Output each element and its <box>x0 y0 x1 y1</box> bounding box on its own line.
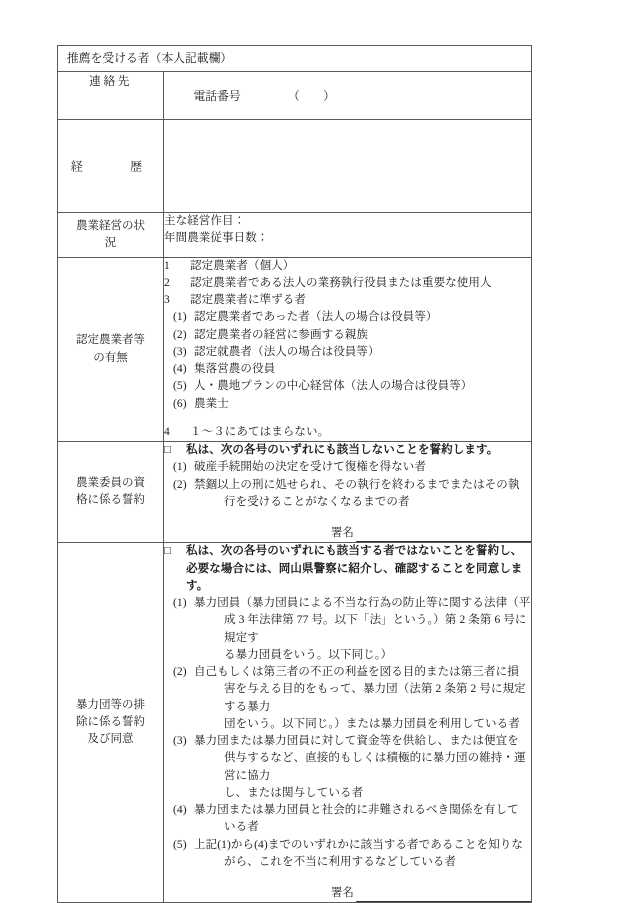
option-number: (3) <box>173 345 187 358</box>
option-number: (4) <box>173 363 187 376</box>
option-subitem[interactable] <box>164 309 531 326</box>
option-number: 3 <box>164 294 170 307</box>
pledge-item <box>164 595 531 664</box>
pledge-item <box>164 664 531 733</box>
pledge-item-number: (5) <box>173 838 187 851</box>
option-number: 4 <box>164 425 170 438</box>
pledge-item-text: 破産手続開始の決定を受けて復権を得ない者 <box>194 461 426 474</box>
pledge-item-text-cont: 供与するなど、直接的もしくは積極的に暴力団の維持・運営に協力 <box>224 752 526 782</box>
option-label: 認定就農者（法人の場合は役員等） <box>194 345 380 358</box>
pledge-item-text: 自己もしくは第三者の不正の利益を図る目的または第三者に損 <box>194 666 519 679</box>
pledge-item-number: (1) <box>173 461 187 474</box>
table-row-header <box>58 46 532 72</box>
career-label: 経 歴 <box>70 159 151 174</box>
gang-exclusion-label-line3: 及び同意 <box>87 733 134 746</box>
contact-label-cell <box>58 71 164 119</box>
gang-exclusion-heading-line2: 必要な場合には、岡山県警察に紹介し、確認することを同意します。 <box>186 562 523 592</box>
option-label: 認定農業者であった者（法人の場合は役員等） <box>194 311 438 324</box>
main-crop-field[interactable]: 主な経営作目： <box>164 214 246 227</box>
option-number: 2 <box>164 276 170 289</box>
committee-pledge-heading-text: 私は、次の各号のいずれにも該当しないことを誓約します。 <box>186 444 499 457</box>
signature-input-line[interactable] <box>356 889 531 902</box>
gang-exclusion-body-cell <box>164 543 532 903</box>
pledge-item-number: (1) <box>173 597 187 610</box>
gang-exclusion-heading <box>164 543 531 595</box>
pledge-item-text-cont: し、または関与している者 <box>224 786 364 799</box>
pledge-item-number: (2) <box>173 478 187 491</box>
certified-farmer-label <box>58 332 163 367</box>
pledge-item <box>164 459 531 476</box>
phone-number-field[interactable]: 電話番号 （ ） <box>193 88 336 103</box>
pledge-item-text: 暴力団または暴力団員と社会的に非難されるべき関係を有して <box>194 804 519 817</box>
form-header-cell <box>58 46 532 72</box>
pledge-item-text: 禁錮以上の刑に処せられ、その執行を終わるまでまたはその執 <box>194 478 520 491</box>
annual-workdays-field[interactable]: 年間農業従事日数： <box>164 231 269 244</box>
option-item[interactable] <box>164 424 531 441</box>
farm-status-label-line2: 況 <box>104 236 117 249</box>
certified-farmer-options-cell <box>164 257 532 442</box>
gang-exclusion-heading-line1: 私は、次の各号のいずれにも該当する者ではないことを誓約し、 <box>186 545 523 558</box>
contact-label: 連絡先 <box>89 73 132 88</box>
option-number: (2) <box>173 328 187 341</box>
pledge-item <box>164 837 531 872</box>
option-number: (6) <box>173 397 187 410</box>
pledge-item-text-cont: いる者 <box>224 821 259 834</box>
certified-farmer-label-cell <box>58 257 164 442</box>
certified-farmer-label-line1: 認定農業者等 <box>76 334 145 347</box>
pledge-item <box>164 477 531 512</box>
pledge-item-text: 暴力団員（暴力団員による不当な行為の防止等に関する法律（平 <box>194 597 531 610</box>
option-item[interactable] <box>164 258 531 275</box>
committee-pledge-label <box>58 475 163 510</box>
checkbox-icon[interactable]: □ <box>164 444 172 457</box>
option-subitem[interactable] <box>164 378 531 395</box>
option-number: (5) <box>173 380 187 393</box>
gang-exclusion-label <box>58 697 163 749</box>
option-label: 農業士 <box>194 397 229 410</box>
gang-exclusion-label-line2: 除に係る誓約 <box>76 716 145 729</box>
option-subitem[interactable] <box>164 396 531 413</box>
pledge-item-text-cont: 行を受けることがなくなるまでの者 <box>224 495 410 508</box>
pledge-item-text-cont: がら、これを不当に利用するなどしている者 <box>224 855 456 868</box>
option-label: １～３にあてはまらない。 <box>190 425 330 438</box>
pledge-item-text-cont: 団をいう。以下同じ。）または暴力団員を利用している者 <box>224 717 520 730</box>
option-subitem[interactable] <box>164 361 531 378</box>
committee-pledge-label-line2: 格に係る誓約 <box>76 494 145 507</box>
certified-farmer-label-line2: の有無 <box>93 351 128 364</box>
table-row-career <box>58 119 532 212</box>
gang-exclusion-label-cell <box>58 543 164 903</box>
committee-pledge-heading <box>164 442 531 459</box>
table-row-certified-farmer <box>58 257 532 442</box>
option-label: 集落営農の役員 <box>194 363 276 376</box>
checkbox-icon[interactable]: □ <box>164 545 172 558</box>
pledge-item-text: 上記(1)から(4)までのいずれかに該当する者であることを知りな <box>194 838 524 851</box>
table-row-gang-exclusion <box>58 543 532 903</box>
option-label: 認定農業者の経営に参画する親族 <box>194 328 368 341</box>
committee-pledge-body-cell <box>164 442 532 543</box>
pledge-item <box>164 733 531 802</box>
committee-pledge-label-line1: 農業委員の資 <box>76 476 145 489</box>
pledge-item-text-cont: 害を与える目的をもって、暴力団（法第 2 条第 2 号に規定する暴力 <box>224 683 526 713</box>
farm-status-label-cell <box>58 212 164 257</box>
list-spacer <box>164 413 531 424</box>
career-value-cell[interactable] <box>164 119 532 212</box>
option-subitem[interactable] <box>164 327 531 344</box>
page-title: 推薦を受ける者（本人記載欄） <box>67 51 233 65</box>
option-label: 認定農業者に準ずる者 <box>190 294 306 307</box>
option-label: 人・農地プランの中心経営体（法人の場合は役員等） <box>194 380 473 393</box>
farm-status-label <box>58 217 163 252</box>
option-subitem[interactable] <box>164 344 531 361</box>
option-item[interactable] <box>164 292 531 309</box>
farm-status-value-cell[interactable] <box>164 212 532 257</box>
pledge-item-text-cont: 成 3 年法律第 77 号。以下「法」という。）第 2 条第 6 号に規定す <box>224 614 527 644</box>
option-number: 1 <box>164 259 170 272</box>
table-row-farm-status <box>58 212 532 257</box>
signature-label: 署名 <box>330 887 355 900</box>
pledge-item-number: (3) <box>173 735 187 748</box>
table-row-contact <box>58 71 532 119</box>
career-label-cell <box>58 119 164 212</box>
option-label: 認定農業者である法人の業務執行役員または重要な使用人 <box>190 276 492 289</box>
signature-input-line[interactable] <box>356 529 531 542</box>
option-label: 認定農業者（個人） <box>190 259 295 272</box>
option-number: (1) <box>173 311 187 324</box>
committee-pledge-label-cell <box>58 442 164 543</box>
signature-row <box>164 885 531 902</box>
pledge-item-text: 暴力団または暴力団員に対して資金等を供給し、または便宜を <box>194 735 519 748</box>
recommendation-form-table <box>57 45 532 903</box>
pledge-item-text-cont: る暴力団員をいう。以下同じ。） <box>224 648 393 661</box>
pledge-item <box>164 802 531 837</box>
table-row-committee-pledge <box>58 442 532 543</box>
option-item[interactable] <box>164 275 531 292</box>
contact-value-cell[interactable] <box>164 71 532 119</box>
pledge-item-number: (2) <box>173 666 187 679</box>
signature-label: 署名 <box>330 527 355 540</box>
farm-status-label-line1: 農業経営の状 <box>76 219 145 232</box>
gang-exclusion-label-line1: 暴力団等の排 <box>76 698 145 711</box>
pledge-item-number: (4) <box>173 804 187 817</box>
signature-row <box>164 525 531 542</box>
